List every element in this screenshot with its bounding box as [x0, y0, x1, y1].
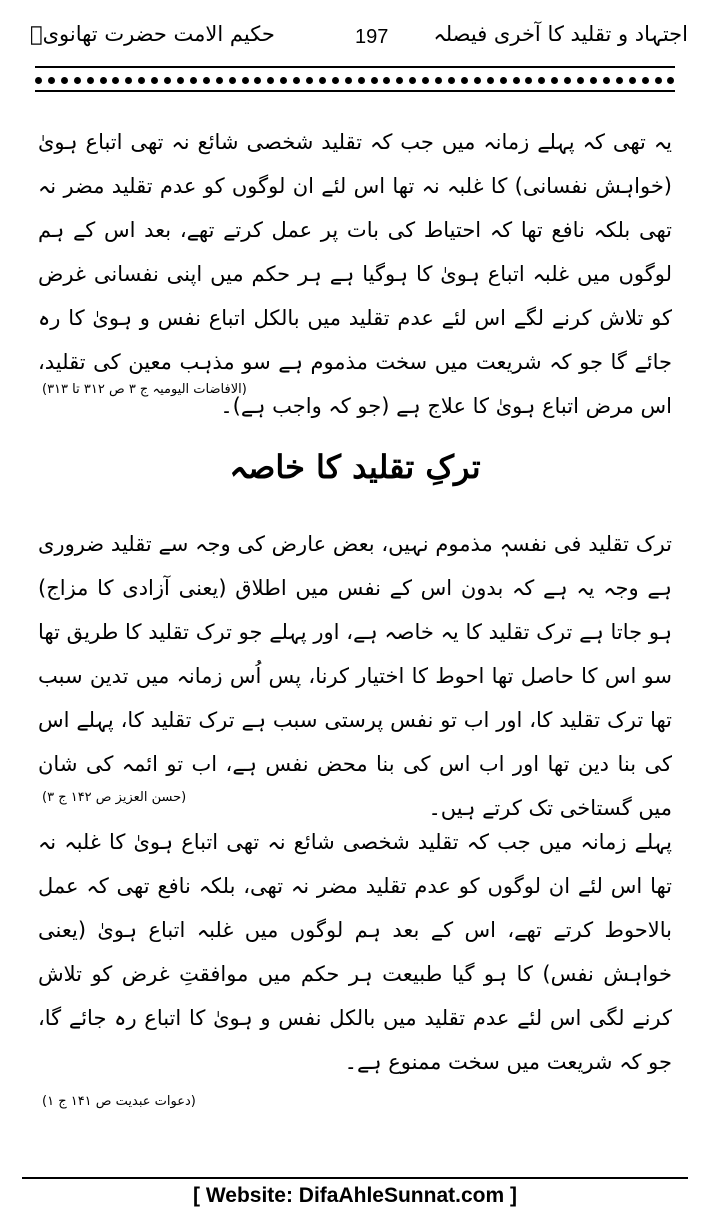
header-rule-bottom [35, 90, 675, 92]
header-rule-top [35, 66, 675, 68]
reference-al-ifazat: (الافاضات الیومیہ ج ۳ ص ۳۱۲ تا ۳۱۳) [42, 382, 247, 397]
header-dot-border [35, 73, 675, 87]
footer-rule [22, 1177, 688, 1179]
paragraph-intro: یہ تھی کہ پہلے زمانہ میں جب کہ تقلید شخصی شائع نہ تھی اتباع ہویٰ (خواہش نفسانی) کا غلبہ نہ تھا اس لئے ان لوگوں کو عدم تقلید مضر نہ تھی بلکہ نافع تھا کہ احتیاط کی بات پر عمل کرتے تھے، بعد اس کے ہم لوگوں میں غلبہ اتباع ہویٰ کا ہوگیا ہے ہر حکم میں اپنی نفسانی غرض کو تلاش کرنے لگے اس لئے عدم تقلید میں بالکل اتباع نفس و ہویٰ کا رہ جائے گا جو کہ شریعت میں سخت مذموم ہے سو مذہب معین کی تقلید، اس مرض اتباع ہویٰ کا علاج ہے (جو کہ واجب ہے)۔ [38, 130, 672, 418]
book-title: اجتہاد و تقلید کا آخری فیصلہ [433, 22, 688, 46]
page-number: 197 [355, 26, 389, 48]
reference-husn-al-aziz: (حسن العزیز ص ۱۴۲ ج ۳) [42, 790, 187, 805]
author-title: حکیم الامت حضرت تھانویؒ [30, 22, 275, 46]
paragraph-earlier-era: پہلے زمانہ میں جب کہ تقلید شخصی شائع نہ تھی اتباع ہویٰ کا غلبہ نہ تھا اس لئے ان لوگوں کو عدم تقلید مضر نہ تھی، بلکہ نافع تھی کہ عمل بالاحوط کرتے تھے، اس کے بعد ہم لوگوں میں غلبہ اتباع ہویٰ (یعنی خواہش نفس) کا ہو گیا طبیعت ہر حکم میں موافقتِ غرض کو تلاش کرنے لگی اس لئے عدم تقلید میں بالکل نفس و ہویٰ کا اتباع رہ جائے گا، جو کہ شریعت میں سخت ممنوع ہے۔ [38, 830, 672, 1074]
page-header [20, 18, 692, 58]
paragraph-tark-taqlid: ترک تقلید فی نفسہٖ مذموم نہیں، بعض عارض کی وجہ سے تقلید ضروری ہے وجہ یہ ہے کہ بدون اس کے نفس میں اطلاق (یعنی آزادی کا مزاج) ہو جاتا ہے ترک تقلید کا یہ خاصہ ہے، اور پہلے جو ترک تقلید کا طریق تھا سو اس کا حاصل تھا احوط کا اختیار کرنا، پس اُس زمانہ میں تدین سبب تھا ترک تقلید کا، اور اب تو نفس پرستی سبب ہے ترک تقلید کا، پہلے اس کی بنا دین تھا اور اب اس کی بنا محض نفس ہے، اب تو ائمہ کی شان میں گستاخی تک کرتے ہیں۔ [38, 532, 672, 820]
website-footer: [ Website: DifaAhleSunnat.com ] [193, 1184, 517, 1207]
reference-dawat-abdiyat: (دعوات عبدیت ص ۱۴۱ ج ۱) [42, 1094, 196, 1109]
section-heading: ترکِ تقلید کا خاصہ [229, 448, 481, 486]
